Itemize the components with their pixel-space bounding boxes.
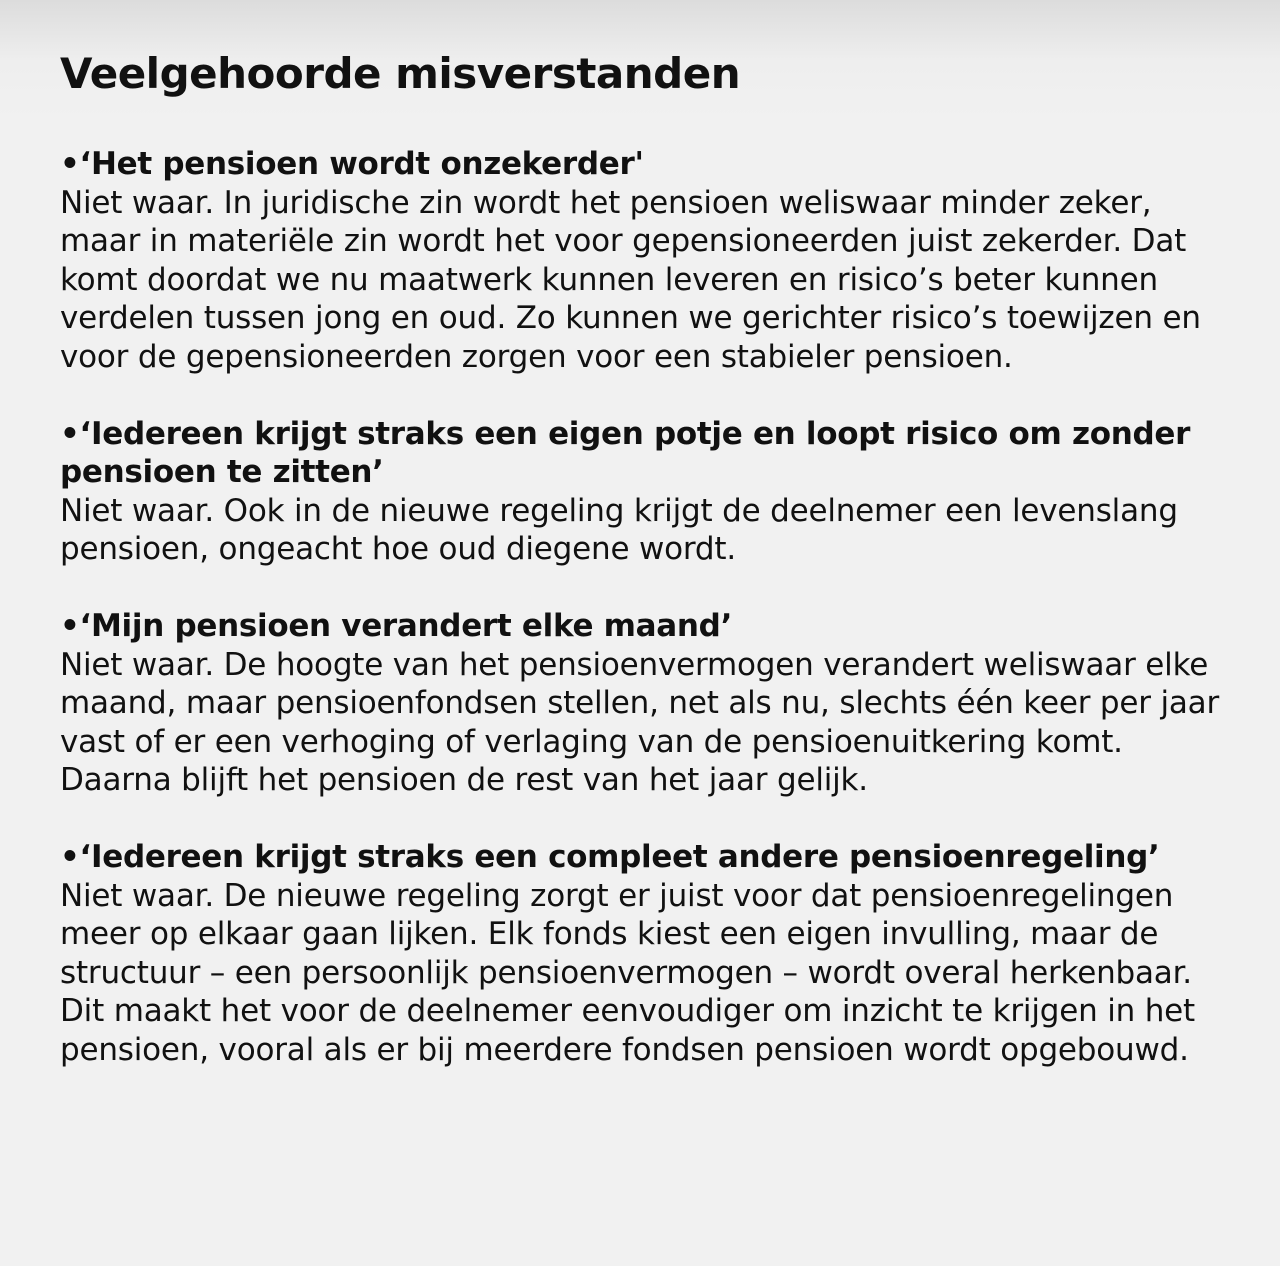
misconception-heading: •‘Iedereen krijgt straks een compleet andere pensioenregeling’ [60,838,1160,875]
misconception-explanation: Niet waar. De hoogte van het pensioenvermogen verandert weliswaar elke maand, maar pensioenfondsen stellen, net als nu, slechts één keer per jaar vast of er een verhoging of verlaging van de pensioenuitkering komt. Daarna blijft het pensioen de rest van het jaar gelijk. [60,646,1219,799]
misconception-heading: •‘Het pensioen wordt onzekerder' [60,146,644,182]
misconception-heading: •‘Mijn pensioen verandert elke maand’ [60,607,733,644]
misconception-item [60,415,1230,569]
misconception-explanation: Niet waar. In juridische zin wordt het pensioen weliswaar minder zeker, maar in materiële zin wordt het voor gepensioneerden juist zekerder. Dat komt doordat we nu maatwerk kunnen leveren en risico’s beter kunnen verdelen tussen jong en oud. Zo kunnen we gerichter risico’s toewijzen en voor de gepensioneerden zorgen voor een stabieler pensioen. [60,184,1201,375]
misconception-item [60,145,1230,377]
misconception-explanation: Niet waar. De nieuwe regeling zorgt er juist voor dat pensioenregelingen meer op elkaar gaan lijken. Elk fonds kiest een eigen invulling, maar de structuur – een persoonlijk pensioenvermogen – wordt overal herkenbaar. Dit maakt het voor de deelnemer eenvoudiger om inzicht te krijgen in het pensioen, vooral als er bij meerdere fondsen pensioen wordt opgebouwd. [60,877,1195,1068]
misconception-item [60,838,1230,1070]
misconception-explanation: Niet waar. Ook in de nieuwe regeling krijgt de deelnemer een levenslang pensioen, ongeacht hoe oud diegene wordt. [60,492,1178,568]
slide-content [60,145,1230,1107]
slide-title: Veelgehoorde misverstanden [60,49,741,98]
misconception-heading: •‘Iedereen krijgt straks een eigen potje en loopt risico om zonder pensioen te zitten’ [60,415,1191,491]
misconception-item [60,607,1230,800]
